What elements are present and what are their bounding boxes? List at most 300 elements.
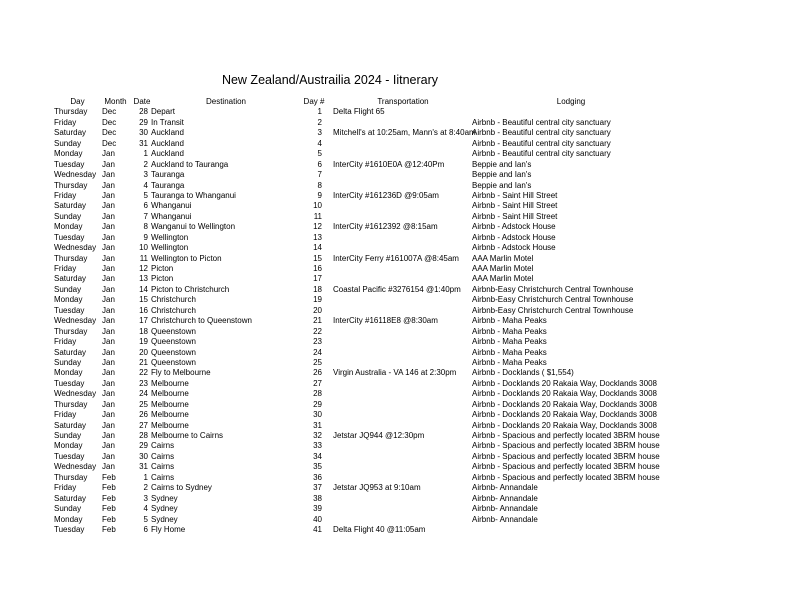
- cell-date: 7: [143, 211, 148, 221]
- cell-lodging: Airbnb - Maha Peaks: [472, 347, 547, 357]
- cell-day: Tuesday: [54, 159, 85, 169]
- cell-day-number: 24: [313, 347, 322, 357]
- cell-month: Jan: [102, 431, 115, 440]
- table-row: [54, 483, 666, 493]
- page-title: New Zealand/Austrailia 2024 - Iitnerary: [221, 73, 439, 87]
- cell-lodging: Airbnb - Adstock House: [472, 243, 556, 253]
- cell-transportation: [322, 327, 472, 337]
- cell-transportation: Virgin Australia - VA 146 at 2:30pm: [333, 368, 457, 378]
- cell-destination: Tauranga: [151, 170, 185, 180]
- cell-day-number: 2: [317, 117, 322, 127]
- cell-day: Friday: [54, 264, 77, 273]
- cell-destination: Queenstown: [151, 326, 196, 336]
- table-row: [54, 473, 666, 483]
- cell-day-number: 1: [317, 107, 322, 117]
- cell-transportation: [322, 295, 472, 305]
- cell-transportation: [322, 358, 472, 368]
- cell-destination: Tauranga: [151, 180, 185, 190]
- cell-lodging: Airbnb - Saint Hill Street: [472, 211, 558, 221]
- cell-destination: Melbourne: [151, 399, 189, 409]
- cell-date: 2: [143, 159, 148, 169]
- table-row: [54, 327, 666, 337]
- cell-month: Jan: [102, 222, 115, 232]
- cell-date: 5: [143, 190, 148, 200]
- cell-transportation: Delta Flight 40 @11:05am: [333, 524, 426, 534]
- cell-day: Monday: [54, 514, 83, 524]
- cell-destination: Auckland to Tauranga: [151, 159, 229, 169]
- cell-day: Tuesday: [54, 524, 85, 534]
- cell-transportation: Mitchell's at 10:25am, Mann's at 8:40am: [333, 128, 476, 138]
- cell-day-number: 31: [313, 420, 322, 430]
- cell-lodging: Airbnb - Docklands 20 Rakaia Way, Docklands 3008: [472, 399, 657, 409]
- table-row: [54, 139, 666, 149]
- cell-lodging: Airbnb - Spacious and perfectly located 3BRM house: [472, 451, 660, 461]
- header-lodging: Lodging: [556, 97, 586, 106]
- cell-day-number: 40: [313, 514, 322, 524]
- table-row: [54, 160, 666, 170]
- cell-destination: Melbourne: [151, 410, 189, 420]
- cell-day-number: 37: [313, 483, 322, 493]
- cell-transportation: [322, 212, 472, 222]
- cell-transportation: [322, 118, 472, 128]
- cell-day: Monday: [54, 222, 83, 232]
- cell-lodging: Airbnb - Docklands ( $1,554): [472, 368, 574, 378]
- cell-day-number: 30: [313, 410, 322, 420]
- cell-transportation: [322, 274, 472, 284]
- cell-date: 4: [143, 504, 148, 514]
- cell-transportation: [322, 452, 472, 462]
- table-row: [54, 515, 666, 525]
- table-row: [54, 494, 666, 504]
- cell-day: Saturday: [54, 420, 87, 430]
- cell-lodging: Airbnb - Saint Hill Street: [472, 201, 558, 211]
- cell-transportation: [322, 462, 472, 472]
- cell-day: Sunday: [54, 357, 82, 367]
- cell-month: Dec: [102, 128, 117, 138]
- table-row: [54, 306, 666, 316]
- cell-day-number: 4: [317, 138, 322, 148]
- cell-lodging: Airbnb - Docklands 20 Rakaia Way, Docklands 3008: [472, 410, 657, 420]
- cell-date: 15: [139, 295, 148, 305]
- cell-day: Sunday: [54, 504, 82, 514]
- cell-destination: Sydney: [151, 514, 178, 524]
- cell-destination: Cairns to Sydney: [151, 483, 212, 493]
- cell-transportation: [322, 243, 472, 253]
- cell-date: 1: [143, 149, 148, 159]
- cell-lodging: Airbnb - Spacious and perfectly located 3BRM house: [472, 431, 660, 440]
- cell-lodging: Airbnb - Beautiful central city sanctuary: [472, 117, 611, 127]
- cell-lodging: Airbnb - Adstock House: [472, 232, 556, 242]
- table-row: [54, 379, 666, 389]
- header-date: Date: [133, 97, 151, 106]
- cell-month: Jan: [102, 149, 115, 159]
- cell-month: Dec: [102, 107, 117, 117]
- cell-transportation: [322, 400, 472, 410]
- cell-day-number: 12: [313, 222, 322, 232]
- cell-day-number: 14: [313, 243, 322, 253]
- cell-day-number: 9: [317, 190, 322, 200]
- cell-destination: Wellington: [151, 243, 189, 253]
- cell-transportation: [322, 421, 472, 431]
- cell-day: Saturday: [54, 493, 87, 503]
- cell-transportation: [322, 139, 472, 149]
- cell-day: Tuesday: [54, 451, 85, 461]
- cell-day-number: 17: [313, 274, 322, 284]
- cell-day-number: 20: [313, 305, 322, 315]
- table-body: [54, 107, 666, 535]
- cell-destination: Picton: [151, 274, 174, 284]
- cell-day: Monday: [54, 441, 83, 451]
- cell-month: Feb: [102, 483, 116, 493]
- table-row: [54, 410, 666, 420]
- cell-lodging: Airbnb - Maha Peaks: [472, 337, 547, 347]
- cell-lodging: AAA Marlin Motel: [472, 264, 534, 273]
- cell-day-number: 38: [313, 493, 322, 503]
- cell-transportation: [322, 379, 472, 389]
- table-row: [54, 254, 666, 264]
- cell-day: Sunday: [54, 138, 82, 148]
- table-row: [54, 504, 666, 514]
- cell-destination: Auckland: [151, 138, 184, 148]
- cell-destination: Wanganui to Wellington: [151, 222, 236, 232]
- cell-date: 12: [139, 264, 148, 273]
- cell-transportation: [322, 201, 472, 211]
- cell-lodging: Airbnb-Easy Christchurch Central Townhouse: [472, 295, 634, 305]
- table-row: [54, 107, 666, 117]
- cell-month: Jan: [102, 305, 115, 315]
- cell-lodging: Airbnb-Easy Christchurch Central Townhouse: [472, 305, 634, 315]
- cell-destination: Whanganui: [151, 201, 192, 211]
- cell-date: 3: [143, 493, 148, 503]
- cell-day-number: 3: [317, 128, 322, 138]
- cell-day-number: 22: [313, 326, 322, 336]
- cell-destination: Wellington: [151, 232, 189, 242]
- cell-destination: Cairns: [151, 451, 175, 461]
- cell-month: Jan: [102, 211, 115, 221]
- cell-date: 1: [143, 472, 148, 482]
- cell-destination: Melbourne: [151, 378, 189, 388]
- cell-date: 2: [143, 483, 148, 493]
- table-row: [54, 525, 666, 535]
- cell-day-number: 13: [313, 232, 322, 242]
- cell-date: 29: [139, 441, 148, 451]
- table-row: [54, 368, 666, 378]
- cell-transportation: [322, 149, 472, 159]
- cell-lodging: Airbnb-Easy Christchurch Central Townhouse: [472, 284, 634, 294]
- cell-day-number: 7: [317, 170, 322, 180]
- cell-lodging: Airbnb - Beautiful central city sanctuary: [472, 138, 611, 148]
- cell-date: 24: [139, 389, 148, 399]
- cell-month: Jan: [102, 180, 115, 190]
- cell-month: Jan: [102, 326, 115, 336]
- cell-date: 3: [143, 170, 148, 180]
- cell-date: 25: [139, 399, 148, 409]
- cell-date: 14: [139, 284, 148, 294]
- cell-transportation: Coastal Pacific #3276154 @1:40pm: [333, 284, 461, 294]
- table-row: [54, 243, 666, 253]
- cell-month: Jan: [102, 253, 115, 263]
- cell-date: 8: [143, 222, 148, 232]
- cell-destination: Cairns: [151, 462, 175, 472]
- cell-destination: Depart: [151, 107, 176, 117]
- cell-month: Jan: [102, 399, 115, 409]
- cell-date: 6: [143, 201, 148, 211]
- cell-date: 17: [139, 316, 148, 326]
- cell-day: Tuesday: [54, 232, 85, 242]
- cell-date: 10: [139, 243, 148, 253]
- cell-day-number: 36: [313, 472, 322, 482]
- cell-lodging: [472, 107, 662, 117]
- cell-month: Feb: [102, 524, 116, 534]
- cell-date: 9: [143, 232, 148, 242]
- cell-day: Friday: [54, 337, 77, 347]
- cell-lodging: Airbnb - Docklands 20 Rakaia Way, Docklands 3008: [472, 389, 657, 399]
- cell-day-number: 6: [317, 159, 322, 169]
- table-row: [54, 222, 666, 232]
- cell-month: Jan: [102, 243, 115, 253]
- cell-day: Thursday: [54, 107, 88, 117]
- table-row: [54, 400, 666, 410]
- cell-day: Wednesday: [54, 243, 97, 253]
- cell-destination: Tauranga to Whanganui: [151, 190, 236, 200]
- cell-day: Thursday: [54, 472, 88, 482]
- cell-destination: Fly Home: [151, 524, 186, 534]
- cell-day: Thursday: [54, 399, 88, 409]
- cell-lodging: Airbnb - Docklands 20 Rakaia Way, Docklands 3008: [472, 378, 657, 388]
- cell-month: Jan: [102, 170, 115, 180]
- itinerary-table: [54, 97, 666, 535]
- cell-transportation: InterCity #161236D @9:05am: [333, 190, 439, 200]
- cell-month: Jan: [102, 190, 115, 200]
- cell-transportation: [322, 264, 472, 274]
- cell-day: Friday: [54, 190, 77, 200]
- cell-day: Saturday: [54, 274, 87, 284]
- cell-month: Jan: [102, 378, 115, 388]
- cell-lodging: Airbnb - Docklands 20 Rakaia Way, Docklands 3008: [472, 420, 657, 430]
- cell-lodging: Airbnb - Beautiful central city sanctuary: [472, 128, 611, 138]
- cell-date: 5: [143, 514, 148, 524]
- cell-day-number: 41: [313, 524, 322, 534]
- cell-date: 30: [139, 451, 148, 461]
- cell-month: Jan: [102, 159, 115, 169]
- cell-day: Thursday: [54, 180, 88, 190]
- cell-date: 28: [139, 431, 148, 440]
- cell-date: 30: [139, 128, 148, 138]
- cell-day: Wednesday: [54, 389, 97, 399]
- cell-month: Jan: [102, 347, 115, 357]
- cell-lodging: Airbnb - Spacious and perfectly located 3BRM house: [472, 441, 660, 451]
- cell-month: Dec: [102, 117, 117, 127]
- cell-destination: Auckland: [151, 149, 184, 159]
- cell-lodging: Airbnb - Spacious and perfectly located 3BRM house: [472, 472, 660, 482]
- cell-day: Wednesday: [54, 462, 97, 472]
- cell-transportation: [322, 504, 472, 514]
- table-row: [54, 191, 666, 201]
- cell-day-number: 25: [313, 357, 322, 367]
- cell-day: Saturday: [54, 347, 87, 357]
- cell-transportation: [322, 441, 472, 451]
- cell-lodging: Airbnb - Maha Peaks: [472, 326, 547, 336]
- cell-month: Jan: [102, 389, 115, 399]
- cell-day: Friday: [54, 483, 77, 493]
- cell-day-number: 21: [313, 316, 322, 326]
- cell-day-number: 11: [313, 211, 322, 221]
- cell-day-number: 34: [313, 451, 322, 461]
- cell-transportation: InterCity #16118E8 @8:30am: [333, 316, 438, 326]
- cell-destination: Picton to Christchurch: [151, 284, 230, 294]
- cell-month: Feb: [102, 504, 116, 514]
- table-row: [54, 295, 666, 305]
- header-day: Day: [70, 97, 85, 106]
- cell-destination: Queenstown: [151, 357, 196, 367]
- cell-day-number: 27: [313, 378, 322, 388]
- cell-month: Dec: [102, 138, 117, 148]
- header-day-number: Day #: [303, 97, 325, 106]
- cell-day: Thursday: [54, 326, 88, 336]
- cell-day-number: 16: [313, 264, 322, 273]
- table-row: [54, 348, 666, 358]
- cell-lodging: Beppie and Ian's: [472, 170, 532, 180]
- cell-day-number: 32: [313, 431, 322, 440]
- table-row: [54, 452, 666, 462]
- cell-destination: Melbourne: [151, 389, 189, 399]
- table-header-row: [54, 97, 666, 107]
- cell-month: Jan: [102, 441, 115, 451]
- table-row: [54, 274, 666, 284]
- cell-lodging: [472, 525, 662, 535]
- cell-day: Saturday: [54, 128, 87, 138]
- table-row: [54, 212, 666, 222]
- cell-month: Jan: [102, 274, 115, 284]
- cell-day: Monday: [54, 149, 83, 159]
- cell-transportation: [322, 337, 472, 347]
- cell-day-number: 39: [313, 504, 322, 514]
- cell-destination: Christchurch: [151, 305, 196, 315]
- cell-transportation: InterCity #1610E0A @12:40Pm: [333, 159, 445, 169]
- table-row: [54, 285, 666, 295]
- cell-day-number: 26: [313, 368, 322, 378]
- cell-date: 31: [139, 138, 148, 148]
- header-destination: Destination: [205, 97, 247, 106]
- header-transportation: Transportation: [377, 97, 429, 106]
- cell-transportation: [322, 515, 472, 525]
- cell-destination: Fly to Melbourne: [151, 368, 211, 378]
- cell-day: Friday: [54, 117, 77, 127]
- cell-lodging: Airbnb - Saint Hill Street: [472, 190, 558, 200]
- cell-day-number: 29: [313, 399, 322, 409]
- cell-lodging: Beppie and Ian's: [472, 159, 532, 169]
- cell-destination: Whanganui: [151, 211, 192, 221]
- cell-date: 4: [143, 180, 148, 190]
- cell-lodging: Airbnb- Annandale: [472, 493, 538, 503]
- cell-day: Saturday: [54, 201, 87, 211]
- cell-day-number: 35: [313, 462, 322, 472]
- cell-destination: Wellington to Picton: [151, 253, 222, 263]
- cell-day-number: 33: [313, 441, 322, 451]
- cell-date: 29: [139, 117, 148, 127]
- table-row: [54, 358, 666, 368]
- cell-destination: Christchurch to Queenstown: [151, 316, 252, 326]
- table-row: [54, 118, 666, 128]
- cell-transportation: InterCity #1612392 @8:15am: [333, 222, 438, 232]
- cell-month: Feb: [102, 472, 116, 482]
- cell-transportation: Jetstar JQ953 at 9:10am: [333, 483, 421, 493]
- table-row: [54, 128, 666, 138]
- cell-lodging: Airbnb- Annandale: [472, 504, 538, 514]
- cell-destination: Picton: [151, 264, 174, 273]
- cell-month: Jan: [102, 420, 115, 430]
- cell-lodging: AAA Marlin Motel: [472, 274, 534, 284]
- table-row: [54, 337, 666, 347]
- cell-transportation: [322, 233, 472, 243]
- cell-destination: Queenstown: [151, 347, 196, 357]
- cell-lodging: Airbnb - Adstock House: [472, 222, 556, 232]
- cell-destination: Melbourne to Cairns: [151, 431, 224, 440]
- cell-day: Monday: [54, 368, 83, 378]
- cell-day: Monday: [54, 295, 83, 305]
- cell-day: Sunday: [54, 211, 82, 221]
- cell-transportation: [322, 181, 472, 191]
- cell-destination: Sydney: [151, 493, 178, 503]
- table-row: [54, 441, 666, 451]
- cell-month: Jan: [102, 264, 115, 273]
- table-row: [54, 462, 666, 472]
- cell-day: Friday: [54, 410, 77, 420]
- cell-destination: Auckland: [151, 128, 184, 138]
- cell-transportation: [322, 389, 472, 399]
- table-row: [54, 316, 666, 326]
- cell-date: 20: [139, 347, 148, 357]
- cell-day-number: 15: [313, 253, 322, 263]
- cell-date: 13: [139, 274, 148, 284]
- cell-lodging: Airbnb - Beautiful central city sanctuary: [472, 149, 611, 159]
- cell-lodging: Airbnb - Spacious and perfectly located 3BRM house: [472, 462, 660, 472]
- cell-destination: Cairns: [151, 441, 175, 451]
- cell-month: Jan: [102, 357, 115, 367]
- cell-month: Jan: [102, 451, 115, 461]
- cell-day: Tuesday: [54, 305, 85, 315]
- cell-date: 26: [139, 410, 148, 420]
- cell-lodging: AAA Marlin Motel: [472, 253, 534, 263]
- cell-date: 28: [139, 107, 148, 117]
- cell-day: Tuesday: [54, 378, 85, 388]
- cell-month: Jan: [102, 316, 115, 326]
- cell-month: Jan: [102, 410, 115, 420]
- cell-date: 6: [143, 524, 148, 534]
- cell-month: Jan: [102, 295, 115, 305]
- cell-day: Wednesday: [54, 316, 97, 326]
- cell-lodging: Airbnb- Annandale: [472, 514, 538, 524]
- cell-month: Jan: [102, 462, 115, 472]
- cell-transportation: [322, 473, 472, 483]
- cell-lodging: Airbnb - Maha Peaks: [472, 316, 547, 326]
- cell-day: Wednesday: [54, 170, 97, 180]
- cell-lodging: Beppie and Ian's: [472, 180, 532, 190]
- cell-month: Jan: [102, 232, 115, 242]
- cell-month: Jan: [102, 284, 115, 294]
- cell-day: Sunday: [54, 284, 82, 294]
- cell-transportation: Jetstar JQ944 @12:30pm: [333, 431, 425, 440]
- cell-date: 21: [139, 357, 148, 367]
- cell-day-number: 19: [313, 295, 322, 305]
- cell-destination: Queenstown: [151, 337, 196, 347]
- cell-day-number: 5: [317, 149, 322, 159]
- cell-lodging: Airbnb- Annandale: [472, 483, 538, 493]
- cell-day: Thursday: [54, 253, 88, 263]
- cell-day-number: 18: [313, 284, 322, 294]
- cell-day-number: 28: [313, 389, 322, 399]
- table-row: [54, 264, 666, 274]
